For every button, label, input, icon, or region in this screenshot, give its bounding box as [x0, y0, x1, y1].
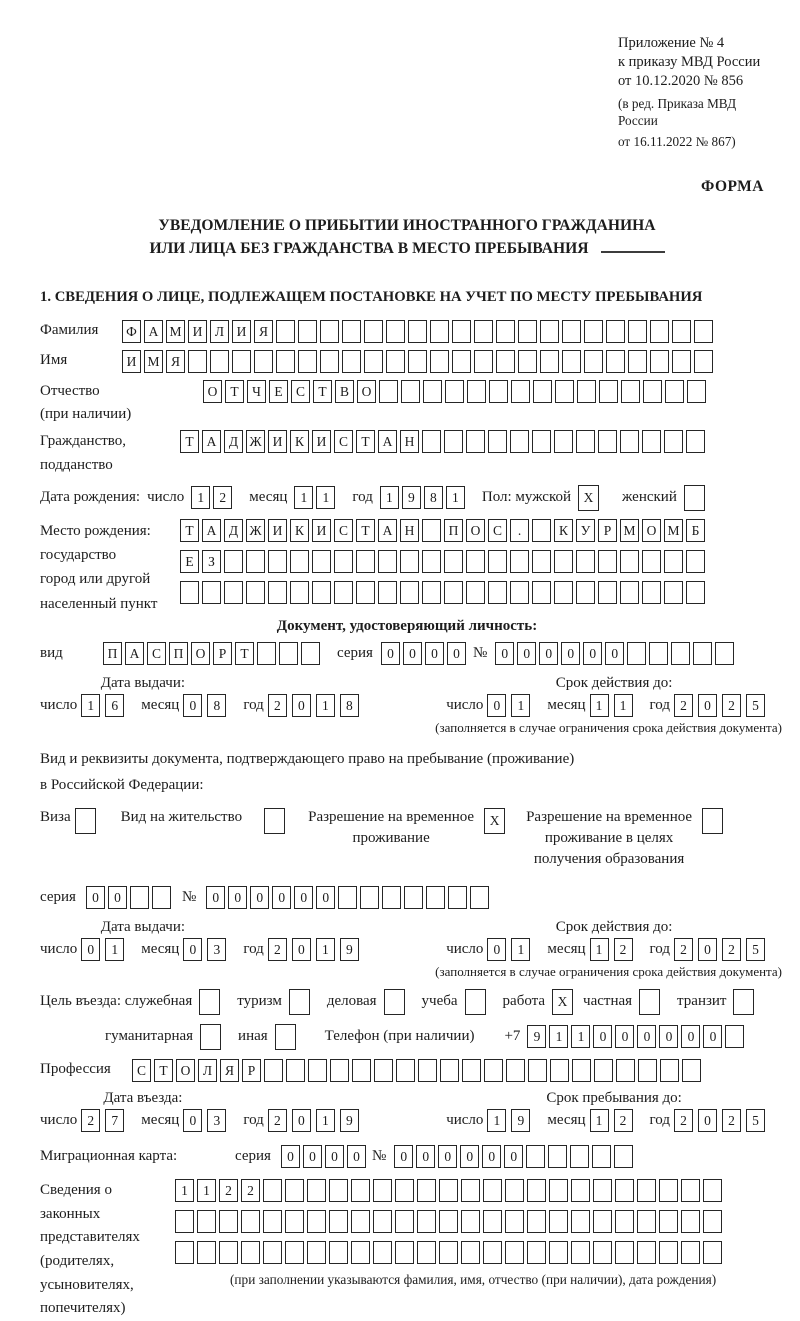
- purpose-official-checkbox: [199, 989, 223, 1015]
- entry-day: 2 7: [81, 1109, 129, 1132]
- id-issue-month: 0 8: [183, 694, 231, 717]
- residence-valid-group: Срок действия до: число 0 1 месяц 1 2 год 2 0 2 5: [446, 919, 782, 961]
- form-title: [40, 214, 774, 261]
- residence-series-boxes: 0 0: [86, 886, 174, 909]
- visit-purpose-label: Цель въезда: служебная: [40, 993, 193, 1010]
- id-doc-number-boxes: 0 0 0 0 0 0: [495, 642, 737, 665]
- migration-number-boxes: 0 0 0 0 0 0: [394, 1145, 636, 1168]
- surname-label: Фамилия: [40, 321, 99, 338]
- id-doc-series-boxes: 0 0 0 0: [381, 642, 469, 665]
- visa-checkbox: [75, 808, 99, 834]
- id-issue-year: 2 0 1 8: [268, 694, 364, 717]
- purpose-business-label: деловая: [326, 993, 377, 1010]
- id-doc-dates: [40, 675, 782, 717]
- stay-day: 1 9: [487, 1109, 535, 1132]
- birth-place-row2: Е З: [180, 550, 708, 573]
- citizenship-row: [40, 430, 774, 477]
- name-boxes: И М Я: [122, 350, 716, 373]
- migration-card-row: [40, 1143, 774, 1170]
- birth-place-boxes: [180, 519, 708, 612]
- patronymic-label: Отчество (при наличии): [40, 382, 132, 423]
- id-valid-day: 0 1: [487, 694, 535, 717]
- option-visa: Виза: [40, 807, 99, 834]
- birth-place-block: [40, 519, 774, 616]
- form-label: ФОРМА: [700, 178, 764, 195]
- temp-residence-checkbox: X: [484, 808, 508, 834]
- purpose-work-label: работа: [502, 993, 546, 1010]
- residence-number-label: №: [181, 888, 197, 905]
- phone-boxes: 9 1 1 0 0 0 0 0 0: [527, 1025, 747, 1048]
- residence-issue-group: Дата выдачи: число 0 1 месяц 0 3 год 2 0 1 9: [40, 919, 376, 961]
- purpose-humanitarian-label: гуманитарная: [105, 1028, 194, 1045]
- migration-series-boxes: 0 0 0 0: [281, 1145, 369, 1168]
- appendix-line: Приложение № 4: [618, 35, 725, 51]
- purpose-private-checkbox: [639, 989, 663, 1015]
- birth-day-label: число: [147, 489, 185, 506]
- representatives-labels: Сведения о законных представителях (родителях, усыновителях, попечителях): [40, 1181, 140, 1317]
- representatives-row2: [175, 1210, 725, 1233]
- temp-residence-label: Разрешение на временное проживание: [308, 808, 475, 846]
- profession-row: [40, 1059, 774, 1082]
- residence-options: [40, 807, 774, 870]
- purpose-study-checkbox: [465, 989, 489, 1015]
- migration-number-label: №: [371, 1147, 387, 1164]
- section1-heading: 1. СВЕДЕНИЯ О ЛИЦЕ, ПОДЛЕЖАЩЕМ ПОСТАНОВКЕ НА УЧЕТ ПО МЕСТУ ПРЕБЫВАНИЯ: [40, 288, 703, 305]
- sex-male-checkbox: X: [578, 485, 602, 511]
- purpose-transit-checkbox: [733, 989, 757, 1015]
- birth-month-boxes: 1 1: [294, 486, 338, 509]
- patronymic-boxes: О Т Ч Е С Т В О: [203, 380, 709, 403]
- representatives-note: (при заполнении указываются фамилия, имя, отчество (при наличии), дата рождения): [230, 1271, 717, 1287]
- name-row: [40, 350, 774, 373]
- sex-female-checkbox: [684, 485, 708, 511]
- representatives-block: [40, 1179, 774, 1321]
- form-title-line1: УВЕДОМЛЕНИЕ О ПРИБЫТИИ ИНОСТРАННОГО ГРАЖДАНИНА: [158, 217, 656, 234]
- entry-month: 0 3: [183, 1109, 231, 1132]
- birth-place-labels: Место рождения: государство город или другой населенный пункт: [40, 522, 158, 612]
- res-valid-month: 1 2: [590, 938, 638, 961]
- patronymic-row: [40, 380, 774, 427]
- regulation-header: [618, 34, 774, 150]
- res-valid-day: 0 1: [487, 938, 535, 961]
- purpose-tourism-label: туризм: [237, 993, 282, 1010]
- sex-male-label: Пол: мужской: [481, 489, 572, 506]
- purpose-private-label: частная: [583, 993, 633, 1010]
- residence-dates: [40, 919, 782, 961]
- id-doc-number-label: №: [472, 644, 488, 661]
- representatives-row3: [175, 1241, 725, 1264]
- option-temp-residence: [308, 807, 508, 849]
- purpose-tourism-checkbox: [289, 989, 313, 1015]
- purpose-other-checkbox: [275, 1024, 299, 1050]
- purpose-transit-label: транзит: [677, 993, 727, 1010]
- id-doc-heading: Документ, удостоверяющий личность:: [276, 617, 538, 634]
- surname-boxes: Ф А М И Л И Я: [122, 320, 716, 343]
- entry-year: 2 0 1 9: [268, 1109, 364, 1132]
- migration-series-label: серия: [235, 1147, 271, 1164]
- res-issue-day: 0 1: [81, 938, 129, 961]
- birth-place-row1: Т А Д Ж И К И С Т А Н П О С . К У Р М О М Б: [180, 519, 708, 542]
- residence-permit-checkbox: [264, 808, 288, 834]
- residence-series-label: серия: [40, 888, 76, 905]
- id-doc-issue-group: Дата выдачи: число 1 6 месяц 0 8 год 2 0 1 8: [40, 675, 376, 717]
- entry-stay-dates: [40, 1090, 782, 1132]
- revision-line1: (в ред. Приказа МВД России: [618, 95, 737, 128]
- purpose-business-checkbox: [384, 989, 408, 1015]
- residence-intro1: Вид и реквизиты документа, подтверждающего право на пребывание (проживание): [40, 750, 575, 767]
- birth-date-label: Дата рождения:: [40, 489, 141, 506]
- birth-place-row3: [180, 581, 708, 604]
- birth-month-label: месяц: [249, 489, 288, 506]
- revision-line2: от 16.11.2022 № 867): [618, 133, 736, 149]
- visit-purpose-row1: [40, 989, 774, 1015]
- residence-intro2: в Российской Федерации:: [40, 777, 204, 794]
- representatives-row1: 1 1 2 2: [175, 1179, 725, 1202]
- visit-purpose-row2: [40, 1024, 774, 1050]
- citizenship-boxes: Т А Д Ж И К И С Т А Н: [180, 430, 708, 453]
- id-doc-type-label: вид: [40, 644, 63, 661]
- birth-year-label: год: [352, 489, 373, 506]
- id-doc-note: (заполняется в случае ограничения срока действия документа): [435, 719, 782, 735]
- sex-female-label: женский: [622, 489, 677, 506]
- stay-year: 2 0 2 5: [674, 1109, 770, 1132]
- birth-date-row: [40, 485, 774, 511]
- purpose-humanitarian-checkbox: [200, 1024, 224, 1050]
- residence-number-boxes: 0 0 0 0 0 0: [206, 886, 492, 909]
- surname-row: [40, 320, 774, 343]
- birth-year-boxes: 1 9 8 1: [380, 486, 468, 509]
- id-doc-series-label: серия: [337, 644, 373, 661]
- id-doc-row: [40, 640, 774, 667]
- title-blank-line: [601, 238, 665, 253]
- phone-label: Телефон (при наличии): [324, 1028, 475, 1045]
- residence-note: (заполняется в случае ограничения срока действия документа): [435, 963, 782, 979]
- id-issue-day: 1 6: [81, 694, 129, 717]
- id-doc-type-boxes: П А С П О Р Т: [103, 642, 323, 665]
- profession-label: Профессия: [40, 1060, 111, 1077]
- temp-residence-education-label: Разрешение на временное проживание в целях получения образования: [526, 808, 693, 867]
- purpose-work-checkbox: X: [552, 989, 576, 1015]
- id-valid-year: 2 0 2 5: [674, 694, 770, 717]
- id-valid-month: 1 1: [590, 694, 638, 717]
- birth-day-boxes: 1 2: [191, 486, 235, 509]
- phone-prefix: +7: [504, 1028, 521, 1045]
- res-valid-year: 2 0 2 5: [674, 938, 770, 961]
- stay-month: 1 2: [590, 1109, 638, 1132]
- purpose-study-label: учеба: [421, 993, 458, 1010]
- option-temp-residence-education: [526, 807, 726, 870]
- res-issue-month: 0 3: [183, 938, 231, 961]
- migration-card-label: Миграционная карта:: [40, 1147, 178, 1164]
- purpose-other-label: иная: [238, 1028, 268, 1045]
- name-label: Имя: [40, 351, 68, 368]
- order-line: к приказу МВД России: [618, 53, 761, 70]
- residence-series-row: [40, 884, 774, 911]
- option-residence-permit: Вид на жительство: [121, 807, 288, 834]
- form-title-line2: ИЛИ ЛИЦА БЕЗ ГРАЖДАНСТВА В МЕСТО ПРЕБЫВАНИЯ: [40, 237, 774, 260]
- profession-boxes: С Т О Л Я Р: [132, 1059, 704, 1082]
- entry-date-group: Дата въезда: число 2 7 месяц 0 3 год 2 0 1 9: [40, 1090, 376, 1132]
- representatives-boxes: [175, 1179, 725, 1288]
- id-doc-valid-group: Срок действия до: число 0 1 месяц 1 1 год 2 0 2 5: [446, 675, 782, 717]
- stay-until-group: Срок пребывания до: число 1 9 месяц 1 2 год 2 0 2 5: [446, 1090, 782, 1132]
- citizenship-label: Гражданство, подданство: [40, 433, 127, 473]
- res-issue-year: 2 0 1 9: [268, 938, 364, 961]
- order-date-line: от 10.12.2020 № 856: [618, 72, 744, 89]
- temp-residence-education-checkbox: [702, 808, 726, 834]
